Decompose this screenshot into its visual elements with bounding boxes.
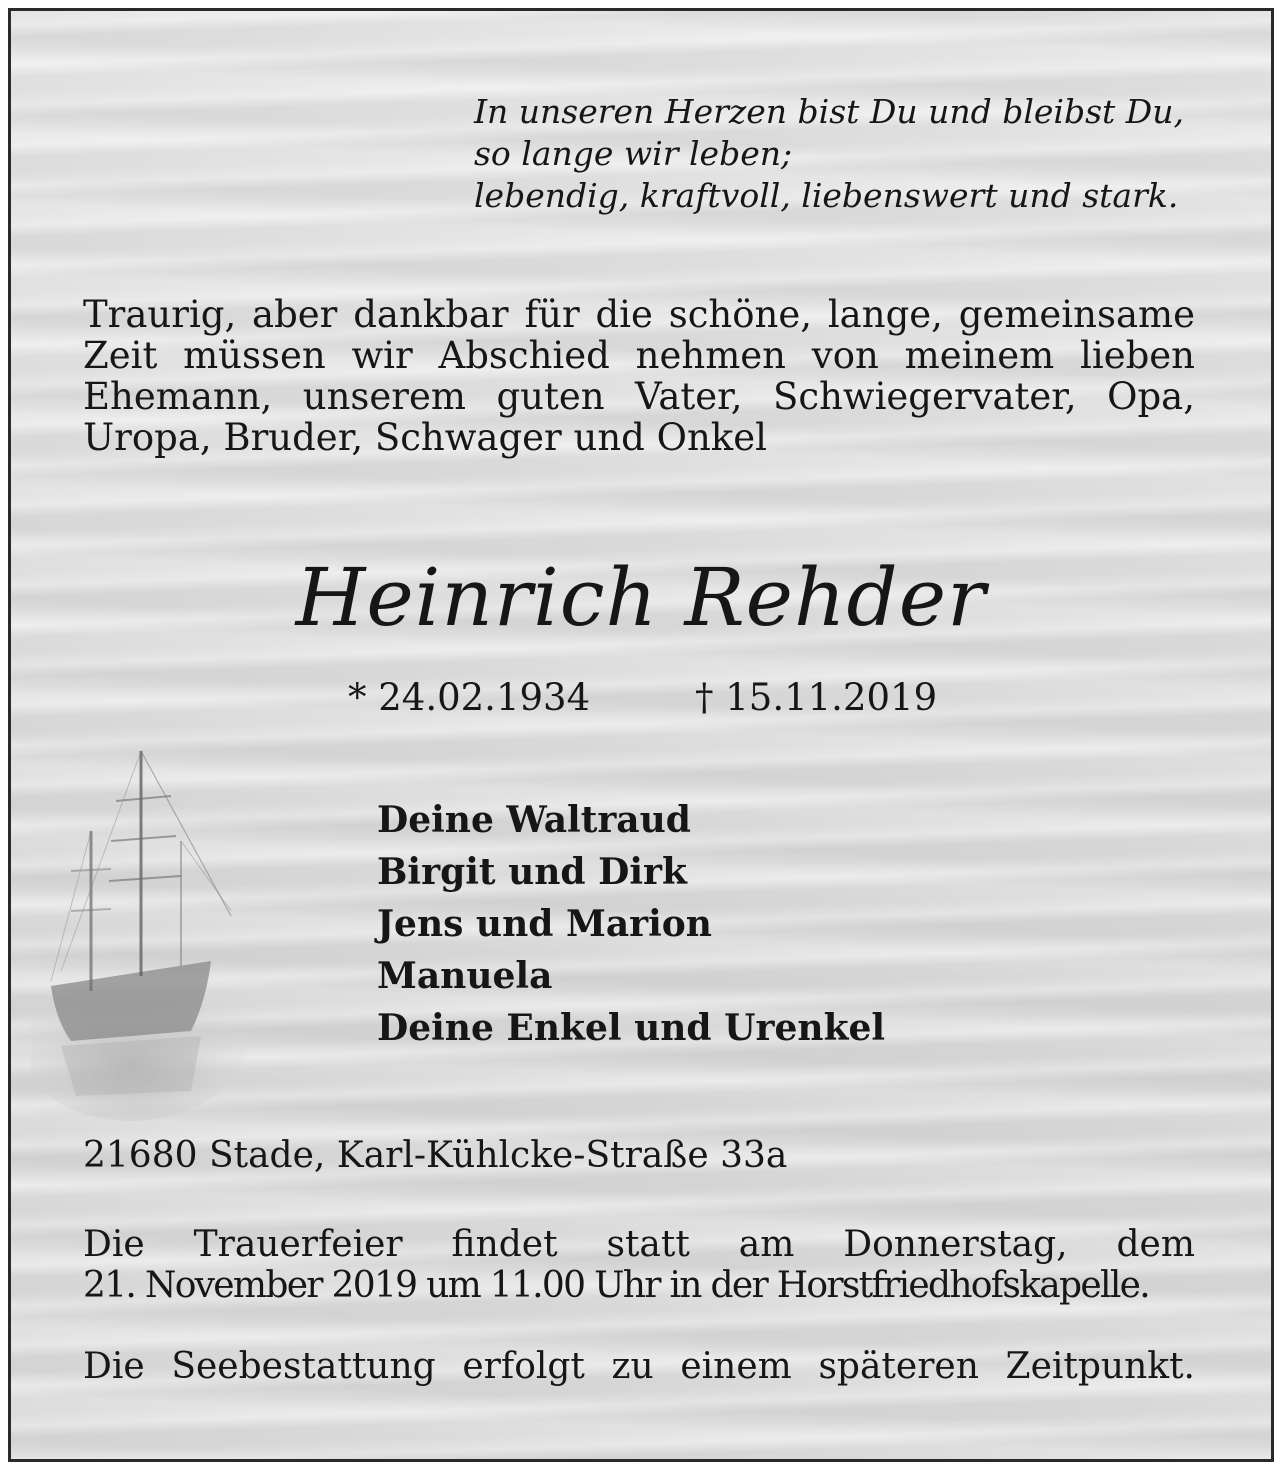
ceremony-line: Die Trauerfeier findet statt am Donnerstag, dem (83, 1224, 1195, 1265)
burial-info: Die Seebestattung erfolgt zu einem späteren Zeitpunkt. (83, 1346, 1195, 1387)
memorial-poem (474, 91, 1234, 217)
ceremony-info (83, 1224, 1195, 1306)
intro-text: Traurig, aber dankbar für die schöne, lange, gemeinsame Zeit müssen wir Abschied nehmen von meinem lieben Ehemann, unserem guten Vater, Schwiegervater, Opa, Uropa, Bruder, Schwager und Onkel (83, 293, 1195, 459)
death-date: † 15.11.2019 (695, 676, 938, 719)
poem-line: In unseren Herzen bist Du und bleibst Du, (474, 92, 1184, 131)
address: 21680 Stade, Karl-Kühlcke-Straße 33a (83, 1135, 788, 1176)
mourner-name: Manuela (377, 955, 553, 997)
ceremony-line: 21. November 2019 um 11.00 Uhr in der Horstfriedhofskapelle. (83, 1265, 1149, 1306)
mourners-list (377, 794, 885, 1054)
sailing-ship-illustration (31, 731, 251, 1121)
mourner-name: Birgit und Dirk (377, 851, 687, 893)
poem-line: lebendig, kraftvoll, liebenswert und stark. (474, 176, 1179, 215)
mourner-name: Deine Waltraud (377, 799, 691, 841)
birth-date: * 24.02.1934 (348, 676, 591, 719)
deceased-name: Heinrich Rehder (295, 551, 987, 644)
poem-line: so lange wir leben; (474, 134, 793, 173)
mourner-name: Jens und Marion (377, 903, 712, 945)
mourner-name: Deine Enkel und Urenkel (377, 1007, 886, 1049)
obituary-notice (8, 8, 1274, 1462)
